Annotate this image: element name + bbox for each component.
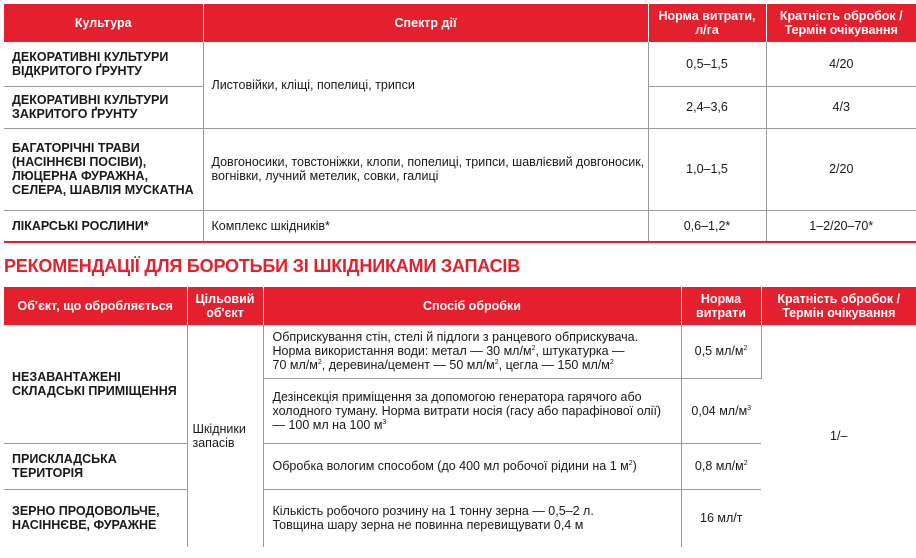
culture-cell: БАГАТОРІЧНІ ТРАВИ (НАСІННЄВІ ПОСІВИ), ЛЮЦЕРНА ФУРАЖНА, СЕЛЕРА, ШАВЛІЯ МУСКАТНА — [4, 128, 203, 210]
object-cell: ПРИСКЛАДСЬКА ТЕРИТОРІЯ — [4, 443, 187, 489]
spectrum-cell: Комплекс шкідників* — [203, 210, 648, 242]
table-row — [4, 128, 916, 210]
method-cell: Обприскування стін, стелі й підлоги з ранцевого обприскувача. Норма використання води: метал — 30 $мл/м^2$, штукатурка — 70 $мл/м^2$, деревина/цемент — 50 $мл/м^2$, цегла — 150 $мл/м^2$ — [263, 325, 681, 378]
section-title: РЕКОМЕНДАЦІЇ ДЛЯ БОРОТЬБИ ЗІ ШКІДНИКАМИ ЗАПАСІВ — [4, 256, 521, 276]
frequency-cell: 4/20 — [766, 42, 916, 86]
table-row — [4, 42, 916, 86]
header-target: Цільовий об'єкт — [187, 287, 263, 325]
culture-cell: ДЕКОРАТИВНІ КУЛЬТУРИ ВІДКРИТОГО ҐРУНТУ — [4, 42, 203, 86]
rate-cell: 0,5–1,5 — [648, 42, 766, 86]
target-cell: Шкідники запасів — [187, 325, 263, 547]
rate-cell: 2,4–3,6 — [648, 86, 766, 128]
header-rate: Норма витрати, л/га — [648, 4, 766, 42]
header-frequency: Кратність обробок / Термін очікування — [761, 287, 916, 325]
header-frequency: Кратність обробок / Термін очікування — [766, 4, 916, 42]
header-method: Спосіб обробки — [263, 287, 681, 325]
frequency-cell: 1–2/20–70* — [766, 210, 916, 242]
crop-table-header — [4, 4, 916, 42]
spectrum-cell: Довгоносики, товстоніжки, клопи, попелиці, трипси, шавлієвий довгоносик, вогнівки, лучний метелик, совки, галиці — [203, 128, 648, 210]
object-cell: ЗЕРНО ПРОДОВОЛЬЧЕ, НАСІННЄВЕ, ФУРАЖНЕ — [4, 489, 187, 547]
header-spectrum: Спектр дії — [203, 4, 648, 42]
header-rate: Норма витрати — [681, 287, 761, 325]
spectrum-cell: Листовійки, кліщі, попелиці, трипси — [203, 42, 648, 128]
storage-pests-table — [4, 287, 916, 547]
frequency-cell: 4/3 — [766, 86, 916, 128]
storage-table-header — [4, 287, 916, 325]
table-row — [4, 210, 916, 242]
method-cell: Кількість робочого розчину на 1 тонну зерна — 0,5–2 л. Товщина шару зерна не повинна перевищувати 0,4 м — [263, 489, 681, 547]
object-cell: НЕЗАВАНТАЖЕНІ СКЛАДСЬКІ ПРИМІЩЕННЯ — [4, 325, 187, 443]
rate-cell: 0,8 $мл/м^2$ — [681, 443, 761, 489]
rate-cell: 0,04 $мл/м^3$ — [681, 378, 761, 443]
culture-cell: ЛІКАРСЬКІ РОСЛИНИ* — [4, 210, 203, 242]
frequency-cell: 2/20 — [766, 128, 916, 210]
header-object: Об'єкт, що обробляється — [4, 287, 187, 325]
rate-cell: 0,6–1,2* — [648, 210, 766, 242]
method-cell: Дезінсекція приміщення за допомогою генератора гарячого або холодного туману. Норма витрати носія (гасу або парафінової олії) — 100 мл на 100 $м^3$ — [263, 378, 681, 443]
header-culture: Культура — [4, 4, 203, 42]
rate-cell: 1,0–1,5 — [648, 128, 766, 210]
frequency-cell: 1/– — [830, 429, 848, 443]
rate-cell: 16 мл/т — [700, 511, 743, 526]
table-row — [4, 325, 916, 378]
crop-table — [4, 4, 916, 243]
method-cell: Обробка вологим способом (до 400 мл робочої рідини на 1 $м^2$) — [263, 443, 681, 489]
rate-cell: 0,5 $мл/м^2$ — [681, 325, 761, 378]
culture-cell: ДЕКОРАТИВНІ КУЛЬТУРИ ЗАКРИТОГО ҐРУНТУ — [4, 86, 203, 128]
